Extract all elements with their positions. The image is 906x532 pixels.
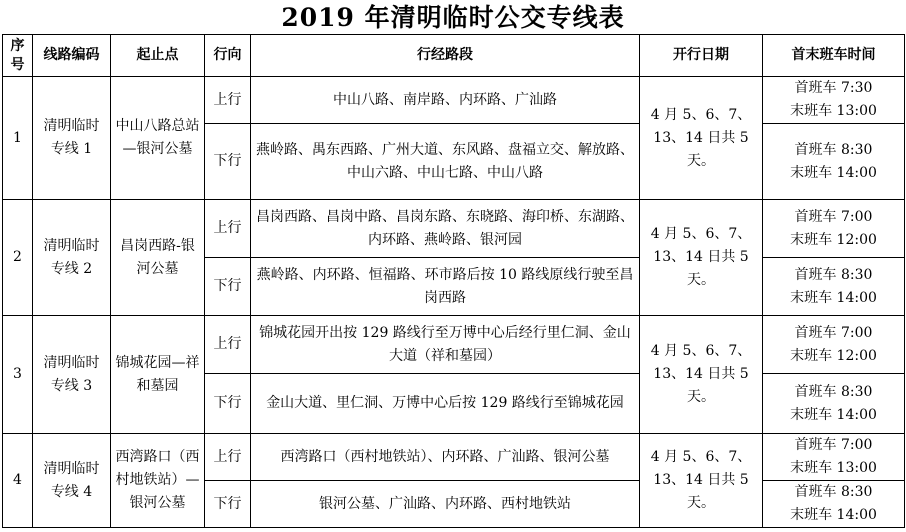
dates-cell: 4 月 5、6、7、13、14 日共 5 天。 xyxy=(640,200,763,316)
path-cell: 中山八路、南岸路、内环路、广汕路 xyxy=(251,77,640,124)
path-cell: 银河公墓、广汕路、内环路、西村地铁站 xyxy=(251,481,640,528)
last-bus-time: 末班车 13:00 xyxy=(790,460,877,476)
header-code: 线路编码 xyxy=(33,35,111,77)
path-cell: 锦城花园开出按 129 路线行至万博中心后经行里仁洞、金山大道（祥和墓园） xyxy=(251,316,640,374)
path-cell: 金山大道、里仁洞、万博中心后按 129 路线行至锦城花园 xyxy=(251,374,640,434)
times-cell xyxy=(763,316,905,374)
table-row xyxy=(3,434,905,481)
route-code: 清明临时专线 2 xyxy=(33,200,111,316)
route-code: 清明临时专线 4 xyxy=(33,434,111,528)
path-cell: 昌岗西路、昌岗中路、昌岗东路、东晓路、海印桥、东湖路、内环路、燕岭路、银河园 xyxy=(251,200,640,258)
last-bus-time: 末班车 14:00 xyxy=(790,164,877,181)
direction-cell: 上行 xyxy=(205,434,251,481)
table-row xyxy=(3,77,905,124)
times-cell xyxy=(763,481,905,528)
table-row xyxy=(3,200,905,258)
first-bus-time: 首班车 8:30 xyxy=(794,484,873,500)
direction-cell: 上行 xyxy=(205,77,251,124)
dates-cell: 4 月 5、6、7、13、14 日共 5 天。 xyxy=(640,434,763,528)
route-no: 2 xyxy=(3,200,33,316)
first-bus-time: 首班车 8:30 xyxy=(794,141,873,158)
route-no: 1 xyxy=(3,77,33,200)
header-path: 行经路段 xyxy=(251,35,640,77)
times-cell xyxy=(763,258,905,316)
dates-cell: 4 月 5、6、7、13、14 日共 5 天。 xyxy=(640,316,763,434)
direction-cell: 下行 xyxy=(205,374,251,434)
route-terminals: 锦城花园—祥和墓园 xyxy=(111,316,205,434)
times-cell xyxy=(763,77,905,124)
header-row xyxy=(3,35,905,77)
direction-cell: 下行 xyxy=(205,481,251,528)
header-direction: 行向 xyxy=(205,35,251,77)
first-bus-time: 首班车 7:30 xyxy=(794,80,873,96)
table-row xyxy=(3,316,905,374)
times-cell xyxy=(763,434,905,481)
last-bus-time: 末班车 12:00 xyxy=(790,231,877,248)
times-cell xyxy=(763,200,905,258)
path-cell: 燕岭路、内环路、恒福路、环市路后按 10 路线原线行驶至昌岗西路 xyxy=(251,258,640,316)
route-code: 清明临时专线 1 xyxy=(33,77,111,200)
path-cell: 燕岭路、禺东西路、广州大道、东风路、盘福立交、解放路、中山六路、中山七路、中山八路 xyxy=(251,124,640,200)
page-title: 2019 年清明临时公交专线表 xyxy=(281,3,625,32)
first-bus-time: 首班车 8:30 xyxy=(794,266,873,283)
last-bus-time: 末班车 14:00 xyxy=(790,289,877,306)
direction-cell: 上行 xyxy=(205,316,251,374)
route-terminals: 中山八路总站—银河公墓 xyxy=(111,77,205,200)
header-times: 首末班车时间 xyxy=(763,35,905,77)
path-cell: 西湾路口（西村地铁站）、内环路、广汕路、银河公墓 xyxy=(251,434,640,481)
route-no: 3 xyxy=(3,316,33,434)
route-code: 清明临时专线 3 xyxy=(33,316,111,434)
dates-cell: 4 月 5、6、7、13、14 日共 5 天。 xyxy=(640,77,763,200)
header-dates: 开行日期 xyxy=(640,35,763,77)
header-no: 序号 xyxy=(3,35,33,77)
direction-cell: 下行 xyxy=(205,258,251,316)
route-terminals: 西湾路口（西村地铁站）—银河公墓 xyxy=(111,434,205,528)
header-terminals: 起止点 xyxy=(111,35,205,77)
last-bus-time: 末班车 14:00 xyxy=(790,507,877,523)
first-bus-time: 首班车 7:00 xyxy=(794,437,873,453)
last-bus-time: 末班车 12:00 xyxy=(790,347,877,364)
schedule-table xyxy=(2,34,905,528)
first-bus-time: 首班车 7:00 xyxy=(794,208,873,225)
times-cell xyxy=(763,124,905,200)
first-bus-time: 首班车 7:00 xyxy=(794,324,873,341)
last-bus-time: 末班车 13:00 xyxy=(790,103,877,119)
first-bus-time: 首班车 8:30 xyxy=(794,383,873,400)
route-no: 4 xyxy=(3,434,33,528)
direction-cell: 下行 xyxy=(205,124,251,200)
route-terminals: 昌岗西路-银河公墓 xyxy=(111,200,205,316)
times-cell xyxy=(763,374,905,434)
direction-cell: 上行 xyxy=(205,200,251,258)
last-bus-time: 末班车 14:00 xyxy=(790,406,877,423)
